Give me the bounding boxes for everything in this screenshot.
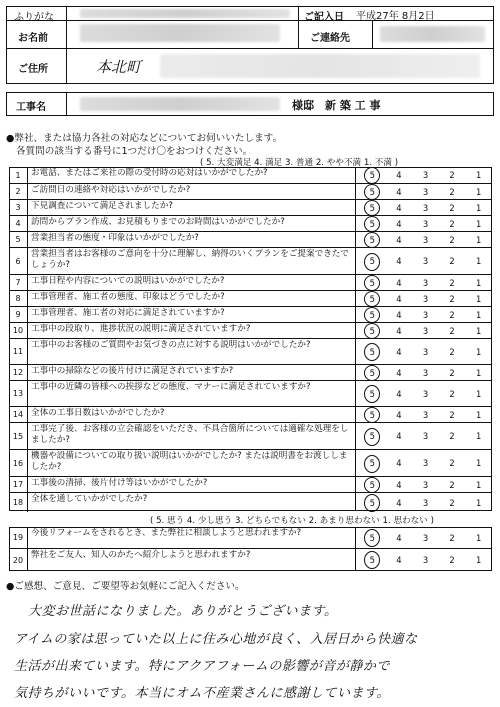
score-option-1[interactable]: 1 — [476, 458, 482, 468]
score-option-1[interactable]: 1 — [476, 202, 482, 213]
answer-circle — [364, 455, 380, 473]
score-option-2[interactable]: 2 — [449, 170, 455, 180]
score-option-3[interactable]: 3 — [422, 458, 429, 468]
question-row — [9, 200, 492, 216]
question-text: 工事完了後、お客様の立会確認をいただき、不具合箇所については適確な処理をしましたか? — [31, 424, 349, 445]
score-option-1[interactable]: 1 — [476, 234, 482, 245]
score-option-4[interactable]: 4 — [396, 325, 402, 336]
score-option-1[interactable]: 1 — [476, 186, 482, 197]
question-row — [9, 365, 492, 381]
score-option-5[interactable]: 5 — [369, 388, 375, 399]
score-option-3[interactable]: 3 — [422, 479, 429, 490]
score-option-5[interactable]: 5 — [369, 431, 375, 441]
question-row — [9, 291, 492, 307]
score-option-2[interactable]: 2 — [449, 256, 455, 266]
score-option-4[interactable]: 4 — [396, 202, 402, 213]
score-option-3[interactable]: 3 — [422, 234, 429, 245]
answer-circle — [364, 428, 380, 446]
question-number: 20 — [9, 549, 28, 571]
score-option-4[interactable]: 4 — [396, 309, 402, 320]
project-label: 工事名 — [16, 102, 46, 113]
furigana-label: ふりがな — [14, 12, 54, 23]
question-text: 工事中の掃除などの後片付けに満足されていますか? — [31, 366, 234, 376]
question-row — [9, 477, 492, 493]
score-option-1[interactable]: 1 — [476, 309, 482, 320]
score-option-5[interactable]: 5 — [369, 458, 375, 468]
score-option-2[interactable]: 2 — [449, 234, 455, 245]
score-option-2[interactable]: 2 — [449, 218, 455, 229]
score-option-2[interactable]: 2 — [449, 409, 455, 420]
redacted-furigana — [80, 9, 290, 18]
question-text: 全体を通していかがでしたか? — [31, 494, 148, 504]
score-option-5[interactable]: 5 — [369, 479, 375, 490]
score-option-3[interactable]: 3 — [422, 346, 429, 357]
question-text: 弊社をご友人、知人のかたへ紹介しようと思われますか? — [31, 550, 251, 560]
question-number: 14 — [9, 407, 28, 422]
question-row — [9, 184, 492, 200]
score-option-4[interactable]: 4 — [396, 346, 402, 357]
score-option-2[interactable]: 2 — [449, 458, 455, 468]
question-text: 機器や設備についての取り扱い説明はいかがでしたか? または説明書をお渡ししましたか? — [31, 451, 348, 472]
score-option-1[interactable]: 1 — [476, 293, 482, 304]
score-divider — [355, 167, 356, 511]
question-text: 下見調査について満足されましたか? — [31, 201, 173, 211]
score-option-1[interactable]: 1 — [476, 218, 482, 229]
score-option-5[interactable]: 5 — [369, 325, 375, 336]
question-row — [9, 307, 492, 323]
score-option-3[interactable]: 3 — [422, 325, 429, 336]
answer-circle — [364, 494, 380, 512]
score-option-1[interactable]: 1 — [476, 532, 482, 543]
question-number: 2 — [9, 184, 28, 199]
question-number: 17 — [9, 477, 28, 492]
question-number: 7 — [9, 275, 28, 290]
score-option-3[interactable]: 3 — [422, 431, 429, 441]
scale-legend-2: ( 5. 思う 4. 少し思う 3. どちらでもない 2. あまり思わない 1. 思わない ) — [150, 516, 434, 526]
comment-line: 生活が出来ています。特にアクアフォームの影響が音が静かで — [14, 659, 390, 674]
score-option-2[interactable]: 2 — [449, 293, 455, 304]
score-option-4[interactable]: 4 — [396, 532, 402, 543]
score-option-2[interactable]: 2 — [449, 309, 455, 320]
header-divider — [6, 48, 494, 49]
score-option-3[interactable]: 3 — [422, 293, 429, 304]
comment-line: アイムの家は思っていた以上に住み心地が良く、入居日から快適な — [14, 632, 418, 647]
question-text: 営業担当者はお客様のご意向を十分に理解し、納得のいくプランをご提案できたでしょうか? — [31, 249, 349, 270]
score-option-4[interactable]: 4 — [396, 388, 402, 399]
question-row — [9, 216, 492, 232]
score-option-5[interactable]: 5 — [369, 218, 375, 229]
question-number: 3 — [9, 200, 28, 215]
score-option-4[interactable]: 4 — [396, 234, 402, 245]
question-number: 1 — [9, 167, 28, 183]
project-divider — [66, 92, 67, 116]
question-text: 工事中の段取り、進捗状況の説明に満足されていますか? — [31, 324, 251, 334]
score-option-5[interactable]: 5 — [369, 367, 375, 378]
score-option-4[interactable]: 4 — [396, 277, 402, 288]
scale-legend-1: ( 5. 大変満足 4. 満足 3. 普通 2. やや不満 1. 不満 ) — [200, 158, 399, 168]
score-option-3[interactable]: 3 — [422, 532, 429, 543]
question-row — [9, 167, 492, 184]
score-option-2[interactable]: 2 — [449, 277, 455, 288]
score-option-5[interactable]: 5 — [369, 186, 375, 197]
redacted-project-name — [80, 97, 280, 111]
score-option-2[interactable]: 2 — [449, 431, 455, 441]
header-divider — [372, 20, 373, 48]
question-number: 9 — [9, 307, 28, 322]
question-text: 営業担当者の態度・印象はいかがでしたか? — [31, 233, 199, 243]
score-option-1[interactable]: 1 — [476, 367, 482, 378]
redacted-contact — [380, 26, 485, 42]
score-option-1[interactable]: 1 — [476, 409, 482, 420]
question-number: 12 — [9, 365, 28, 380]
score-option-3[interactable]: 3 — [422, 367, 429, 378]
score-option-5[interactable]: 5 — [369, 309, 375, 320]
score-option-3[interactable]: 3 — [422, 555, 429, 565]
score-option-3[interactable]: 3 — [422, 309, 429, 320]
contact-label: ご連絡先 — [310, 33, 350, 44]
score-option-2[interactable]: 2 — [449, 202, 455, 213]
question-row — [9, 381, 492, 407]
question-text: 工事管理者、施工者の態度、印象はどうでしたか? — [31, 292, 225, 302]
question-number: 15 — [9, 423, 28, 449]
comments-label: ●ご感想、ご意見、ご要望等お気軽にご記入ください。 — [6, 581, 245, 592]
question-text: お電話、またはご来社の際の受付時の応対はいかがでしたか? — [31, 168, 268, 178]
score-option-1[interactable]: 1 — [476, 346, 482, 357]
redacted-name — [80, 24, 280, 42]
score-option-5[interactable]: 5 — [369, 532, 375, 543]
score-option-4[interactable]: 4 — [396, 170, 402, 180]
intro-line1: ●弊社、または協力各社の対応などについてお伺いいたします。 — [6, 133, 283, 144]
question-row — [9, 493, 492, 512]
fill-date-value: 平成27年 8月2日 — [356, 11, 435, 22]
address-value: 本北町 — [96, 58, 142, 76]
header-divider — [298, 6, 299, 48]
score-option-2[interactable]: 2 — [449, 346, 455, 357]
score-option-3[interactable]: 3 — [422, 218, 429, 229]
score-option-2[interactable]: 2 — [449, 367, 455, 378]
question-number: 4 — [9, 216, 28, 231]
score-option-1[interactable]: 1 — [476, 170, 482, 180]
question-number: 19 — [9, 527, 28, 548]
question-number: 6 — [9, 248, 28, 274]
score-option-5[interactable]: 5 — [369, 409, 375, 420]
score-option-5[interactable]: 5 — [369, 293, 375, 304]
score-option-3[interactable]: 3 — [422, 202, 429, 213]
score-option-3[interactable]: 3 — [422, 277, 429, 288]
question-row — [9, 323, 492, 339]
score-option-3[interactable]: 3 — [422, 388, 429, 399]
question-number: 11 — [9, 339, 28, 364]
question-row — [9, 407, 492, 423]
score-option-4[interactable]: 4 — [396, 458, 402, 468]
name-label: お名前 — [18, 33, 48, 44]
score-option-1[interactable]: 1 — [476, 497, 482, 508]
score-option-2[interactable]: 2 — [449, 186, 455, 197]
question-number: 10 — [9, 323, 28, 338]
question-text: 工事管理者、施工者の対応に満足されていますか? — [31, 308, 225, 318]
answer-circle — [364, 253, 380, 271]
fill-date-label: ご記入日 — [304, 12, 344, 23]
score-option-2[interactable]: 2 — [449, 555, 455, 565]
question-row — [9, 339, 492, 365]
question-text: 工事後の清掃、後片付け等はいかがでしたか? — [31, 478, 208, 488]
question-row — [9, 549, 492, 571]
score-option-3[interactable]: 3 — [422, 256, 429, 266]
project-suffix: 様邸 新 築 工 事 — [292, 99, 381, 112]
score-option-4[interactable]: 4 — [396, 479, 402, 490]
score-option-4[interactable]: 4 — [396, 218, 402, 229]
intro-line2: 各質問の該当する番号に1つだけ〇をおつけください。 — [16, 146, 253, 157]
score-divider — [355, 527, 356, 571]
question-number: 5 — [9, 232, 28, 247]
question-row — [9, 450, 492, 477]
score-option-5[interactable]: 5 — [369, 346, 375, 357]
question-text: 今後リフォームをされるとき、また弊社に相談しようと思われますか? — [31, 528, 302, 538]
header-divider — [66, 6, 67, 84]
question-row — [9, 527, 492, 549]
redacted-address — [160, 54, 480, 78]
comment-line: 気持ちがいいです。本当にオム不産業さんに感謝しています。 — [14, 686, 390, 701]
score-option-5[interactable]: 5 — [369, 277, 375, 288]
score-option-3[interactable]: 3 — [422, 497, 429, 508]
score-option-1[interactable]: 1 — [476, 256, 482, 266]
address-label: ご住所 — [18, 64, 48, 75]
question-row — [9, 423, 492, 450]
score-option-4[interactable]: 4 — [396, 367, 402, 378]
score-option-3[interactable]: 3 — [422, 409, 429, 420]
score-option-1[interactable]: 1 — [476, 325, 482, 336]
score-option-1[interactable]: 1 — [476, 277, 482, 288]
question-number: 8 — [9, 291, 28, 306]
question-text: 工事中の近隣の皆様への挨拶などの態度、マナーに満足されていますか? — [31, 382, 311, 392]
score-option-1[interactable]: 1 — [476, 388, 482, 399]
score-option-5[interactable]: 5 — [369, 555, 375, 565]
score-option-5[interactable]: 5 — [369, 234, 375, 245]
score-option-1[interactable]: 1 — [476, 555, 482, 565]
question-number: 16 — [9, 450, 28, 476]
score-option-2[interactable]: 2 — [449, 388, 455, 399]
question-text: ご訪問日の連絡や対応はいかがでしたか? — [31, 185, 191, 195]
question-number: 18 — [9, 493, 28, 512]
score-option-3[interactable]: 3 — [422, 170, 429, 180]
score-option-2[interactable]: 2 — [449, 479, 455, 490]
score-option-5[interactable]: 5 — [369, 170, 375, 180]
score-option-2[interactable]: 2 — [449, 532, 455, 543]
score-option-4[interactable]: 4 — [396, 497, 402, 508]
score-option-2[interactable]: 2 — [449, 325, 455, 336]
question-row — [9, 232, 492, 248]
question-row — [9, 275, 492, 291]
question-number: 13 — [9, 381, 28, 406]
score-option-4[interactable]: 4 — [396, 293, 402, 304]
score-option-3[interactable]: 3 — [422, 186, 429, 197]
question-row — [9, 248, 492, 275]
score-option-2[interactable]: 2 — [449, 497, 455, 508]
question-text: 工事中のお客様のご質問やお気づきの点に対する説明はいかがでしたか? — [31, 340, 311, 350]
score-option-4[interactable]: 4 — [396, 409, 402, 420]
score-option-4[interactable]: 4 — [396, 256, 402, 266]
question-text: 工事日程や内容についての説明はいかがでしたか? — [31, 276, 225, 286]
score-option-4[interactable]: 4 — [396, 186, 402, 197]
question-text: 訪問からプラン作成、お見積もりまでのお時間はいかがでしたか? — [31, 217, 285, 227]
score-option-1[interactable]: 1 — [476, 479, 482, 490]
score-option-4[interactable]: 4 — [396, 555, 402, 565]
comment-line: 大変お世話になりました。ありがとうございます。 — [28, 604, 338, 619]
score-option-5[interactable]: 5 — [369, 202, 375, 213]
score-option-5[interactable]: 5 — [369, 497, 375, 508]
score-option-4[interactable]: 4 — [396, 431, 402, 441]
question-text: 全体の工事日数はいかがでしたか? — [31, 408, 165, 418]
score-option-1[interactable]: 1 — [476, 431, 482, 441]
score-option-5[interactable]: 5 — [369, 256, 375, 266]
